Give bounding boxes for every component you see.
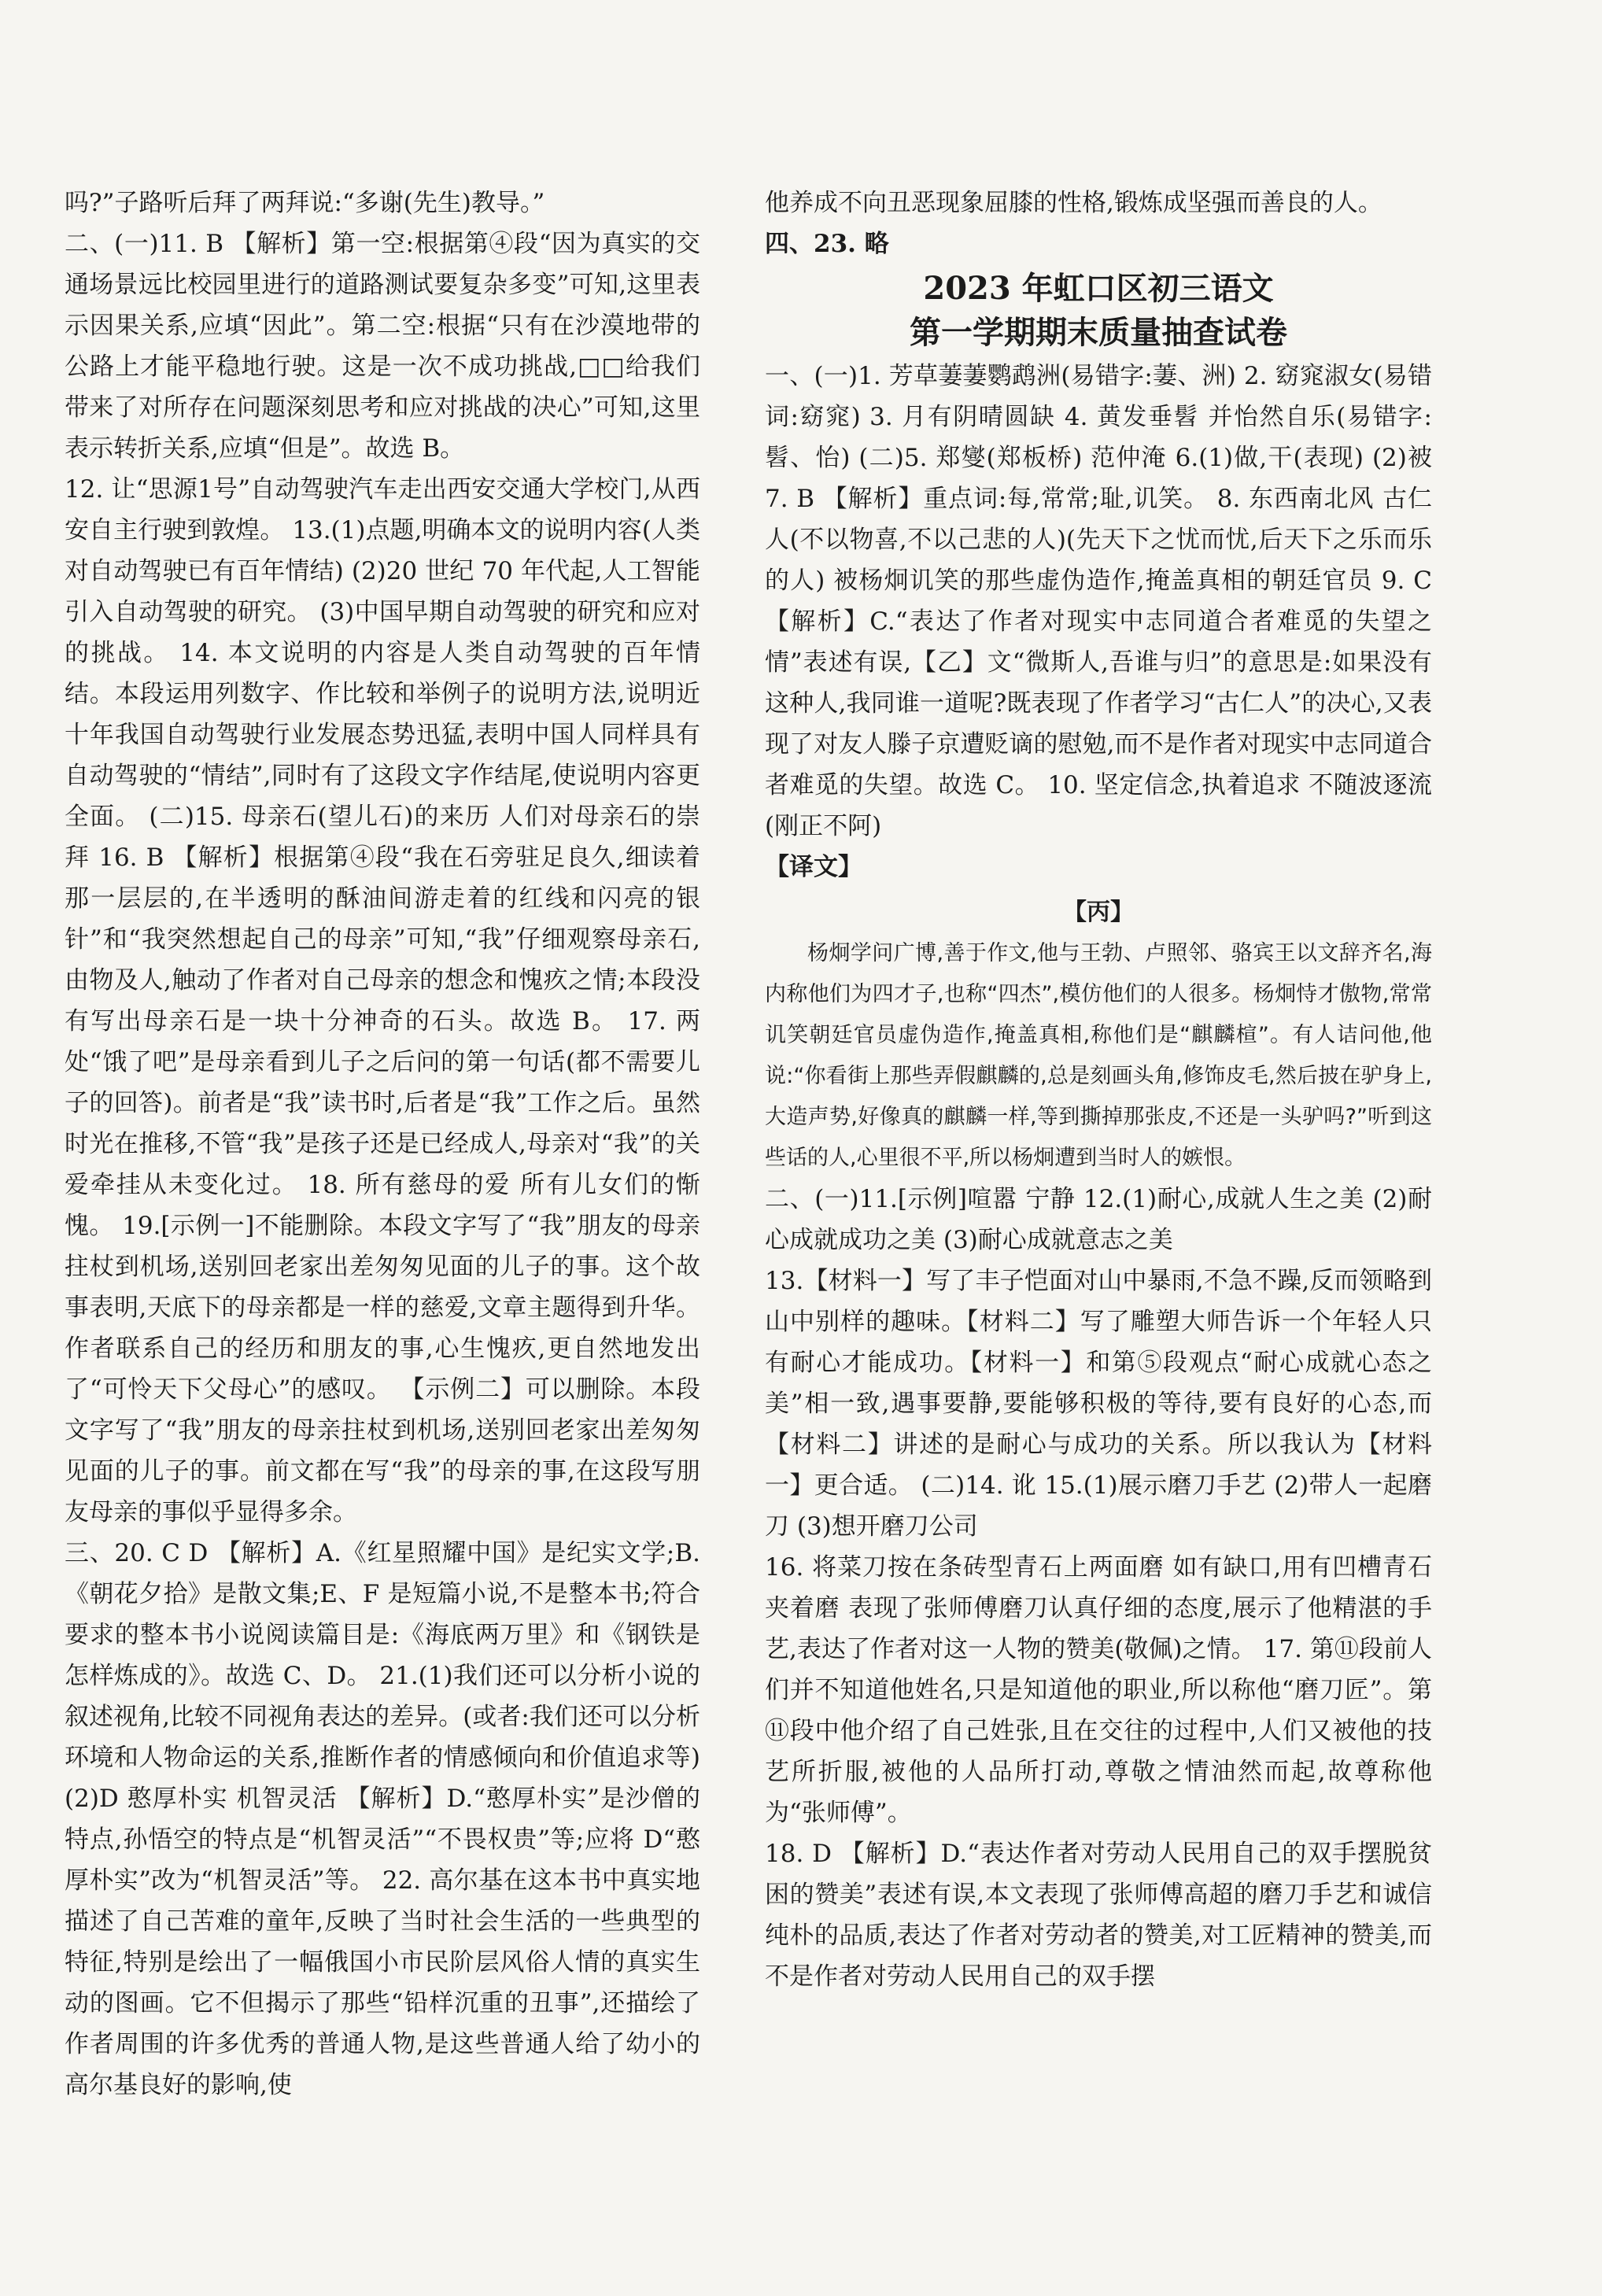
answer-section-4: 16. 将菜刀按在条砖型青石上两面磨 如有缺口,用有凹槽青石夹着磨 表现了张师傅磨刀认真仔细的态度,展示了他精湛的手艺,表达了作者对这一人物的赞美(敬佩)之情。 17. 第⑪段前人们并不知道他姓名,只是知道他的职业,所以称他“磨刀匠”。第⑪段中他介绍了自己姓张,且在交往的过程中,人们又被他的技艺所折服,被他的人品所打动,尊敬之情油然而起,故尊称他为“张师傅”。: [765, 1553, 1432, 1827]
answer-section-5: 18. D 【解析】D.“表达作者对劳动人民用自己的双手摆脱贫困的赞美”表述有误,本文表现了张师傅高超的磨刀手艺和诚信纯朴的品质,表达了作者对劳动者的赞美,对工匠精神的赞美,而不是作者对劳动人民用自己的双手摆: [765, 1840, 1432, 1991]
left-paragraph-1: 吗?”子路听后拜了两拜说:“多谢(先生)教导。”: [65, 189, 545, 217]
right-intro-1: 他养成不向丑恶现象屈膝的性格,锻炼成坚强而善良的人。: [765, 189, 1382, 217]
translation-text: 杨炯学问广博,善于作文,他与王勃、卢照邻、骆宾王以文辞齐名,海内称他们为四才子,也称“四杰”,模仿他们的人很多。杨炯恃才傲物,常常讥笑朝廷官员虚伪造作,掩盖真相,称他们是“麒麟楦”。有人诘问他,他说:“你看街上那些弄假麒麟的,总是刻画头角,修饰皮毛,然后披在驴身上,大造声势,好像真的麒麟一样,等到撕掉那张皮,不还是一头驴吗?”听到这些话的人,心里很不平,所以杨炯遭到当时人的嫉恨。: [765, 941, 1432, 1170]
left-paragraph-3: 12. 让“思源1号”自动驾驶汽车走出西安交通大学校门,从西安自主行驶到敦煌。 13.(1)点题,明确本文的说明内容(人类对自动驾驶已有百年情结) (2)20 世纪 70 年代起,人工智能引入自动驾驶的研究。 (3)中国早期自动驾驶的研究和应对的挑战。 14. 本文说明的内容是人类自动驾驶的百年情结。本段运用列数字、作比较和举例子的说明方法,说明近十年我国自动驾驶行业发展态势迅猛,表明中国人同样具有自动驾驶的“情结”,同时有了这段文字作结尾,使说明内容更全面。 (二)15. 母亲石(望儿石)的来历 人们对母亲石的崇拜 16. B 【解析】根据第④段“我在石旁驻足良久,细读着那一层层的,在半透明的酥油间游走着的红线和闪亮的银针”和“我突然想起自己的母亲”可知,“我”仔细观察母亲石,由物及人,触动了作者对自己母亲的想念和愧疚之情;本段没有写出母亲石是一块十分神奇的石头。故选 B。 17. 两处“饿了吧”是母亲看到儿子之后问的第一句话(都不需要儿子的回答)。前者是“我”读书时,后者是“我”工作之后。虽然时光在推移,不管“我”是孩子还是已经成人,母亲对“我”的关爱牵挂从未变化过。 18. 所有慈母的爱 所有儿女们的惭愧。 19.[示例一]不能删除。本段文字写了“我”朋友的母亲拄杖到机场,送别回老家出差匆匆见面的儿子的事。这个故事表明,天底下的母亲都是一样的慈爱,文章主题得到升华。作者联系自己的经历和朋友的事,心生愧疚,更自然地发出了“可怜天下父母心”的感叹。 【示例二】可以删除。本段文字写了“我”朋友的母亲拄杖到机场,送别回老家出差匆匆见面的儿子的事。前文都在写“我”的母亲的事,在这段写朋友母亲的事似乎显得多余。: [65, 475, 700, 1526]
bing-title: 【丙】: [1063, 899, 1134, 926]
answer-section-2: 二、(一)11.[示例]喧嚣 宁静 12.(1)耐心,成就人生之美 (2)耐心成就成功之美 (3)耐心成就意志之美: [765, 1185, 1432, 1254]
left-paragraph-2: 二、(一)11. B 【解析】第一空:根据第④段“因为真实的交通场景远比校园里进行的道路测试要复杂多变”可知,这里表示因果关系,应填“因此”。第二空:根据“只有在沙漠地带的公路上才能平稳地行驶。这是一次不成功挑战,□□给我们带来了对所存在问题深刻思考和应对挑战的决心”可知,这里表示转折关系,应填“但是”。故选 B。: [65, 230, 700, 463]
answer-section-1: 一、(一)1. 芳草萋萋鹦鹉洲(易错字:萋、洲) 2. 窈窕淑女(易错词:窈窕) 3. 月有阴晴圆缺 4. 黄发垂髫 并怡然自乐(易错字:髫、怡) (二)5. 郑燮(郑板桥) 范仲淹 6.(1)做,干(表现) (2)被 7. B 【解析】重点词:每,常常;耻,讥笑。 8. 东西南北风 古仁人(不以物喜,不以己悲的人)(先天下之忧而忧,后天下之乐而乐的人) 被杨炯讥笑的那些虚伪造作,掩盖真相的朝廷官员 9. C 【解析】C.“表达了作者对现实中志同道合者难觅的失望之情”表述有误,【乙】文“微斯人,吾谁与归”的意思是:如果没有这种人,我同谁一道呢?既表现了作者学习“古仁人”的决心,又表现了对友人滕子京遭贬谪的慰勉,而不是作者对现实中志同道合者难觅的失望。故选 C。 10. 坚定信念,执着追求 不随波逐流(刚正不阿): [765, 362, 1432, 840]
translation-label: 【译文】: [765, 853, 862, 881]
exam-title-line1: 2023 年虹口区初三语文: [923, 270, 1274, 307]
exam-title-line2: 第一学期期末质量抽查试卷: [910, 314, 1287, 351]
translation-block: [765, 933, 1432, 1179]
right-intro-2: 四、23. 略: [765, 230, 889, 258]
right-column: [765, 183, 1432, 1997]
answer-section-3: 13.【材料一】写了丰子恺面对山中暴雨,不急不躁,反而领略到山中别样的趣味。【材料二】写了雕塑大师告诉一个年轻人只有耐心才能成功。【材料一】和第⑤段观点“耐心成就心态之美”相一致,遇事要静,要能够积极的等待,要有良好的心态,而【材料二】讲述的是耐心与成功的关系。所以我认为【材料一】更合适。 (二)14. 讹 15.(1)展示磨刀手艺 (2)带人一起磨刀 (3)想开磨刀公司: [765, 1267, 1432, 1541]
left-paragraph-4: 三、20. C D 【解析】A.《红星照耀中国》是纪实文学;B.《朝花夕拾》是散文集;E、F 是短篇小说,不是整本书;符合要求的整本书小说阅读篇目是:《海底两万里》和《钢铁是怎样炼成的》。故选 C、D。 21.(1)我们还可以分析小说的叙述视角,比较不同视角表达的差异。(或者:我们还可以分析环境和人物命运的关系,推断作者的情感倾向和价值追求等) (2)D 憨厚朴实 机智灵活 【解析】D.“憨厚朴实”是沙僧的特点,孙悟空的特点是“机智灵活”“不畏权贵”等;应将 D“憨厚朴实”改为“机智灵活”等。 22. 高尔基在这本书中真实地描述了自己苦难的童年,反映了当时社会生活的一些典型的特征,特别是绘出了一幅俄国小市民阶层风俗人情的真实生动的图画。它不但揭示了那些“铅样沉重的丑事”,还描绘了作者周围的许多优秀的普通人物,是这些普通人给了幼小的高尔基良好的影响,使: [65, 1539, 700, 2099]
left-column: [65, 183, 700, 2106]
